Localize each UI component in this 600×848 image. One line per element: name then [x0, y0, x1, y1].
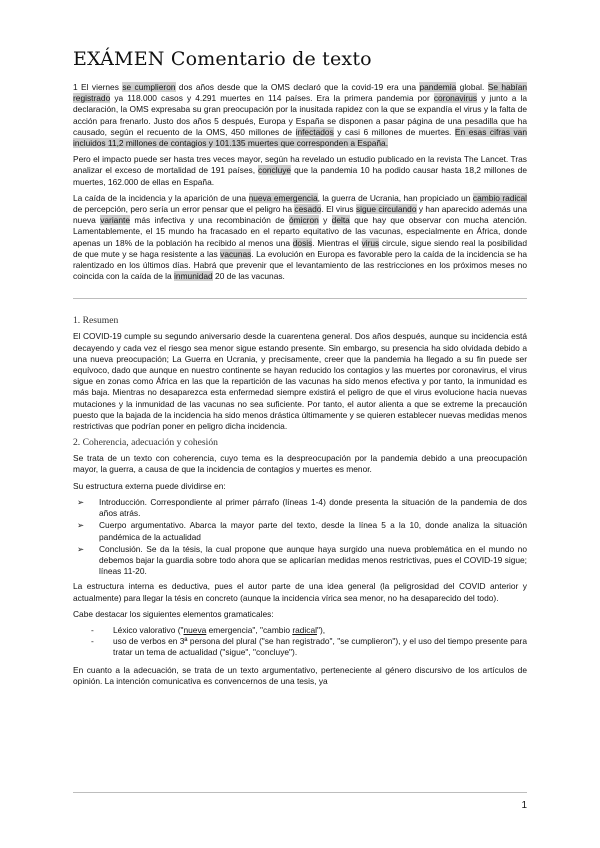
highlighted-text: nueva emergencia	[248, 192, 318, 203]
structure-list	[73, 497, 527, 577]
list-item: ➢ Introducción. Correspondiente al primer párrafo (líneas 1-4) donde presenta la situación de la pandemia de dos años atrás.	[77, 496, 527, 519]
section-heading-resumen: 1. Resumen	[73, 315, 119, 327]
highlighted-text: concluye	[258, 165, 292, 176]
page-number: 1	[521, 800, 527, 811]
highlighted-text: pandemia	[419, 82, 457, 92]
footer-divider	[73, 792, 527, 793]
section-heading-coherencia: 2. Coherencia, adecuación y cohesión	[73, 437, 218, 449]
highlighted-text: variante	[100, 215, 130, 226]
dash-bullet-icon: -	[91, 636, 94, 647]
grammar-list	[73, 625, 527, 659]
list-item: - uso de verbos en 3ª persona del plural ("se han registrado", "se cumplieron"), y el uso del tiempo presente para tratar un tema de actualidad ("sigue", "concluye").	[91, 636, 527, 658]
list-item: ➢ Cuerpo argumentativo. Abarca la mayor parte del texto, desde la línea 5 a la 10, donde analiza la situación pandémica de la actualidad	[77, 520, 527, 542]
arrow-bullet-icon: ➢	[77, 543, 85, 554]
text-paragraph: Pero el impacto puede ser hasta tres veces mayor, según ha revelado un estudio publicado en la revista The Lancet. Tras analizar el exceso de mortalidad de 191 países, concluye que la pandemia 10 ha podido causar hasta 18,2 millones de muertes, 162.000 de ellas en España.	[73, 154, 527, 187]
grammar-intro: Cabe destacar los siguientes elementos gramaticales:	[73, 608, 274, 619]
arrow-bullet-icon: ➢	[77, 520, 85, 531]
coherence-paragraph: Se trata de un texto con coherencia, cuyo tema es la despreocupación por la pandemia debido a una preocupación mayor, la guerra, a causa de que la incidencia de contagios y muertes es menor.	[73, 453, 527, 475]
internal-structure-paragraph: La estructura interna es deductiva, pues el autor parte de una idea general (la peligrosidad del COVID anterior y actualmente) para llegar la tésis en concreto (aunque la incidencia vírica sea menor, no ha desaparecido del todo).	[73, 581, 527, 603]
highlighted-text: infectados	[295, 126, 334, 137]
list-item: - Léxico valorativo ("nueva emergencia", "cambio radical"),	[91, 624, 326, 635]
divider	[73, 298, 527, 299]
summary-paragraph: El COVID-19 cumple su segundo aniversario desde la cuarentena general. Dos años después, aunque su incidencia está decayendo y cada vez el riesgo sea menor sigue estando presente. Sin embargo, su presencia ha sido olvidada debido a una nueva preocupación; La Guerra en Ucrania, y precisamente, creer que la pandemia ha llegado a su fin puede ser equívoco, dado que aunque en nuestro continente se hayan reducido los contagios y las muertes por coronavirus, el virus sigue en zonas como África en las que la repartición de las vacunas ha sido menos efectiva y por tanto, la inmunidad es más baja. Mientras no desaparezca esta enfermedad siempre existirá el peligro de que el virus evolucione hacia nuevas mutaciones y la inmunidad de las vacunas no sea suficiente. Por tanto, el autor alienta a que se extreme la precaución puesto que la bajada de la incidencia ha sido menos drástica últimamente y se quieren establecer nuevas medidas menos restrictivas que podrían poner en peligro dicha incidencia.	[73, 331, 527, 432]
highlighted-text: coronavirus	[433, 93, 478, 104]
list-item: ➢ Conclusión. Se da la tésis, la cual propone que aunque haya surgido una nueva problemática en el mundo no debemos bajar la guardia sobre todo ahora que se aplicarían medidas menos restrictivas, pues el COVID-19 sigue; líneas 11-20.	[77, 543, 527, 577]
structure-intro: Su estructura externa puede dividirse en:	[73, 480, 226, 491]
highlighted-text: En esas cifras van incluidos 11,2 millones de contagios y 101.135 muertes que corresponden a España.	[73, 126, 527, 149]
highlighted-text: Se habían registrado	[73, 82, 528, 104]
text-paragraph: La caída de la incidencia y la aparición de una nueva emergencia, la guerra de Ucrania, han propiciado un cambio radical de percepción, pero sería un error pensar que el peligro ha cesado. El virus sigue circulando y han aparecido además una nueva variante más infectiva y una recombinación de ómicron y delta que hay que observar con mucha atención. Lamentablemente, el 15 mundo ha fracasado en el reparto equitativo de las vacunas, especialmente en África, donde apenas un 18% de la población ha recibido al menos una dosis. Mientras el virus circule, sigue siendo real la posibilidad de que mute y se haga resistente a las vacunas. La evolución en Europa es favorable pero la caída de la incidencia se ha ralentizado en los últimos días. Habrá que prevenir que el levantamiento de las restricciones en los próximos meses no coincida con la caída de la inmunidad 20 de las vacunas.	[73, 192, 528, 282]
highlighted-text: cambio radical	[472, 192, 528, 203]
arrow-bullet-icon: ➢	[77, 496, 85, 507]
highlighted-text: ómicron	[288, 215, 319, 226]
highlighted-text: dosis	[292, 237, 313, 248]
highlighted-text: sigue circulando	[355, 204, 417, 215]
highlighted-text: cesado	[294, 204, 322, 215]
dash-bullet-icon: -	[91, 624, 94, 635]
highlighted-text: virus	[361, 237, 380, 248]
highlighted-text: delta	[331, 215, 350, 226]
page-title: EXÁMEN Comentario de texto	[73, 48, 372, 70]
document-page	[73, 48, 527, 692]
highlighted-text: inmunidad	[174, 271, 213, 282]
text-paragraph: 1 El viernes se cumplieron dos años desde que la OMS declaró que la covid-19 era una pandemia global. Se habían registrado ya 118.000 casos y 4.291 muertes en 114 países. Era la primera pandemia por coronavirus y junto a la declaración, la OMS expresaba su gran preocupación por la inusitada rapidez con la que se expandía el virus y la falta de acción para frenarlo. Justo dos años 5 después, Europa y España se disponen a pasar página de una pesadilla que ha causado, según el recuento de la OMS, 450 millones de infectados y casi 6 millones de muertes. En esas cifras van incluidos 11,2 millones de contagios y 101.135 muertes que corresponden a España.	[73, 82, 528, 149]
highlighted-text: se cumplieron	[122, 82, 176, 92]
adequacy-paragraph: En cuanto a la adecuación, se trata de un texto argumentativo, perteneciente al género discursivo de los artículos de opinión. La intención comunicativa es convencernos de una tesis, ya	[73, 664, 527, 686]
highlighted-text: vacunas	[220, 248, 252, 259]
